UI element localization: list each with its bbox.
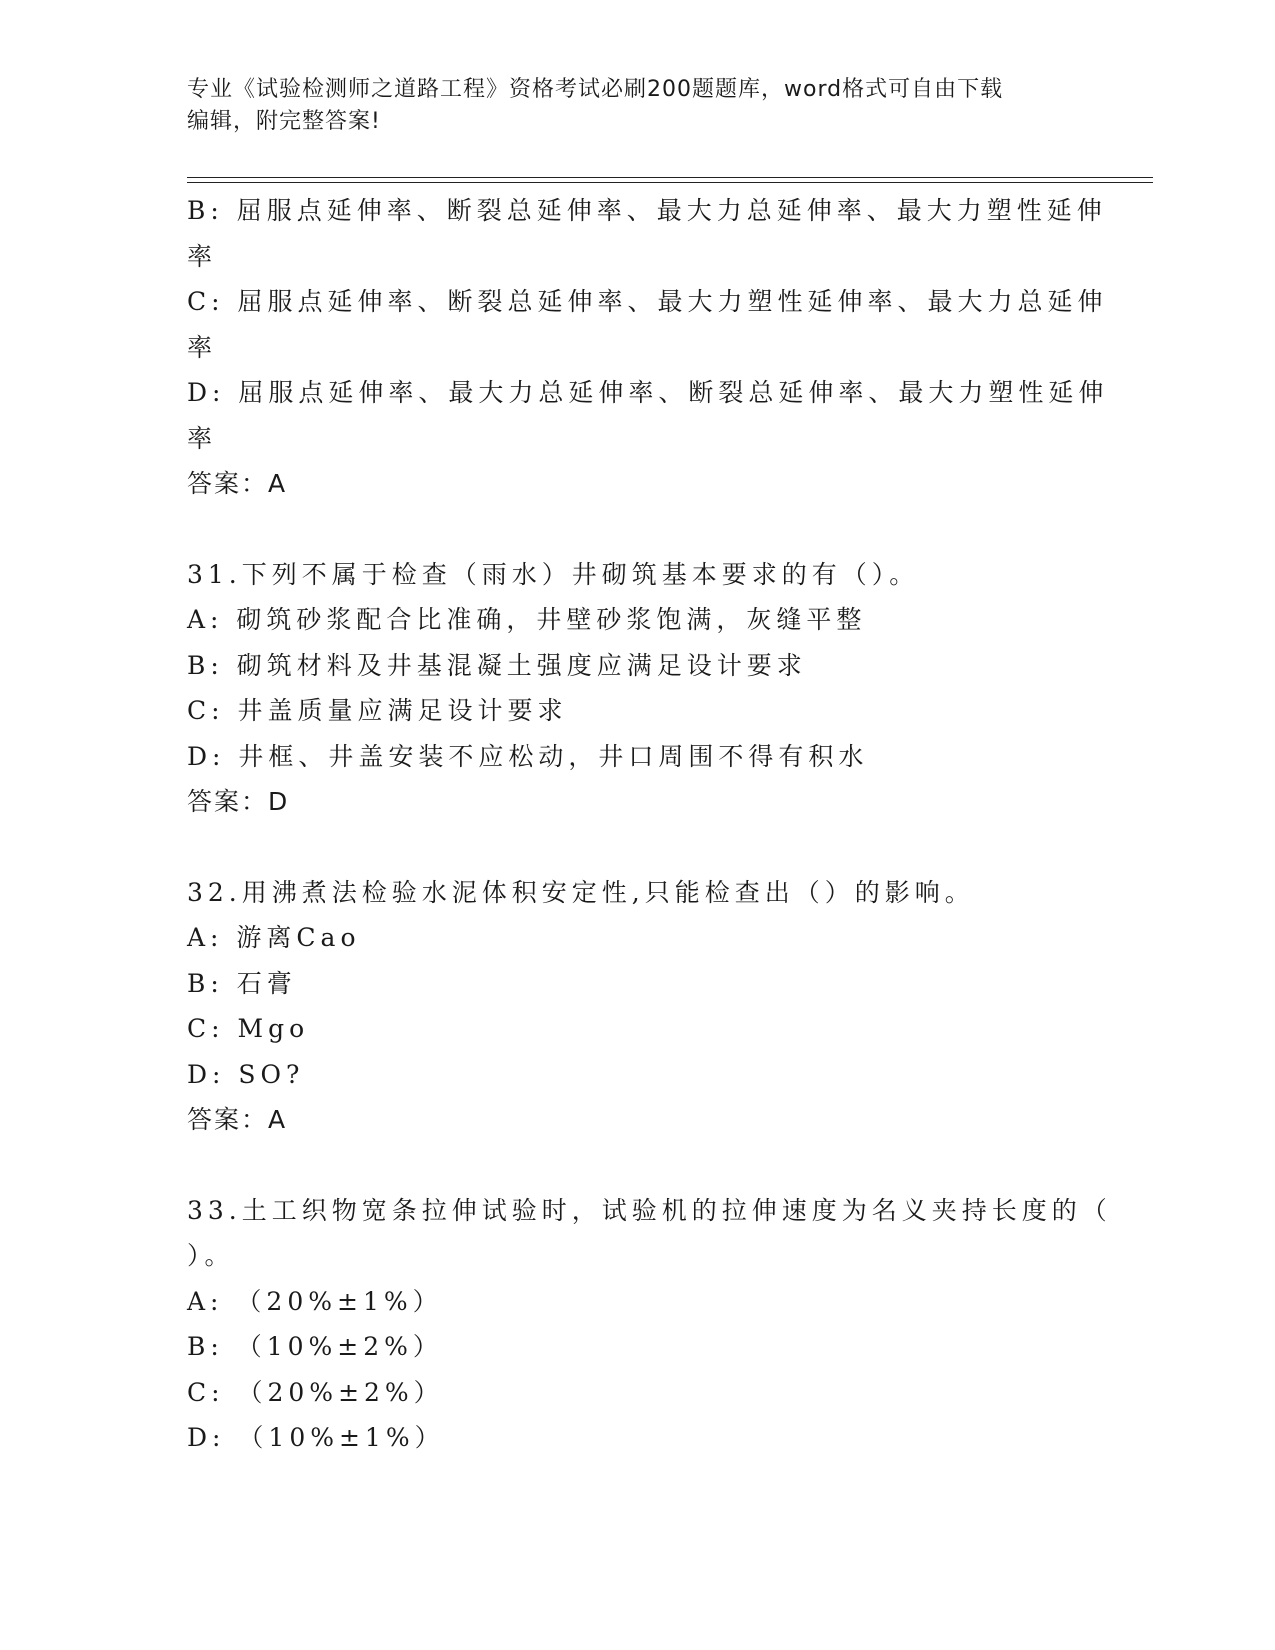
option-d: D: （10%±1%） [187, 1423, 445, 1452]
option-a: A: （20%±1%） [187, 1286, 443, 1316]
question-33 [187, 1188, 1112, 1461]
option-c-line-2: 率 [187, 332, 218, 362]
question-stem-line-2: ）。 [187, 1241, 235, 1270]
option-c: C: Mgo [187, 1014, 310, 1043]
question-stem-line-1: 33.土工织物宽条拉伸试验时，试验机的拉伸速度为名义夹持长度的（ [187, 1195, 1112, 1225]
page-header [187, 74, 1087, 138]
continued-question [187, 188, 1109, 507]
header-line-2: 编辑，附完整答案! [187, 109, 381, 134]
question-stem: 32.用沸煮法检验水泥体积安定性,只能检查出（）的影响。 [187, 877, 975, 907]
spacer [187, 507, 1087, 552]
option-b: B: 砌筑材料及井基混凝土强度应满足设计要求 [187, 650, 807, 680]
answer: 答案：D [187, 787, 290, 816]
option-b: B: （10%±2%） [187, 1332, 443, 1361]
option-a: A: 砌筑砂浆配合比准确，井壁砂浆饱满，灰缝平整 [187, 605, 867, 634]
option-c: C: （20%±2%） [187, 1377, 444, 1407]
question-content [187, 188, 1112, 1461]
question-32 [187, 870, 1087, 1143]
question-stem: 31.下列不属于检查（雨水）井砌筑基本要求的有（）。 [187, 559, 920, 589]
option-d: D: 井框、井盖安装不应松动，井口周围不得有积水 [187, 741, 869, 771]
header-rule-bottom [187, 182, 1153, 183]
spacer [187, 1143, 1087, 1188]
option-d-line-2: 率 [187, 423, 218, 453]
header-line-1: 专业《试验检测师之道路工程》资格考试必刷200题题库，word格式可自由下载 [187, 77, 1004, 102]
spacer [187, 825, 1087, 870]
header-rule-top [187, 177, 1153, 178]
option-a: A: 游离Cao [187, 923, 361, 952]
option-b: B: 石膏 [187, 968, 297, 998]
answer: 答案：A [187, 469, 288, 498]
question-31 [187, 552, 1087, 825]
option-c: C: 井盖质量应满足设计要求 [187, 696, 568, 725]
option-c-line-1: C: 屈服点延伸率、断裂总延伸率、最大力塑性延伸率、最大力总延伸 [187, 287, 1108, 316]
answer: 答案：A [187, 1105, 288, 1134]
option-d-line-1: D: 屈服点延伸率、最大力总延伸率、断裂总延伸率、最大力塑性延伸 [187, 378, 1109, 407]
option-b-line-1: B: 屈服点延伸率、断裂总延伸率、最大力总延伸率、最大力塑性延伸 [187, 196, 1107, 225]
option-b-line-2: 率 [187, 241, 218, 271]
option-d: D: SO? [187, 1059, 305, 1089]
